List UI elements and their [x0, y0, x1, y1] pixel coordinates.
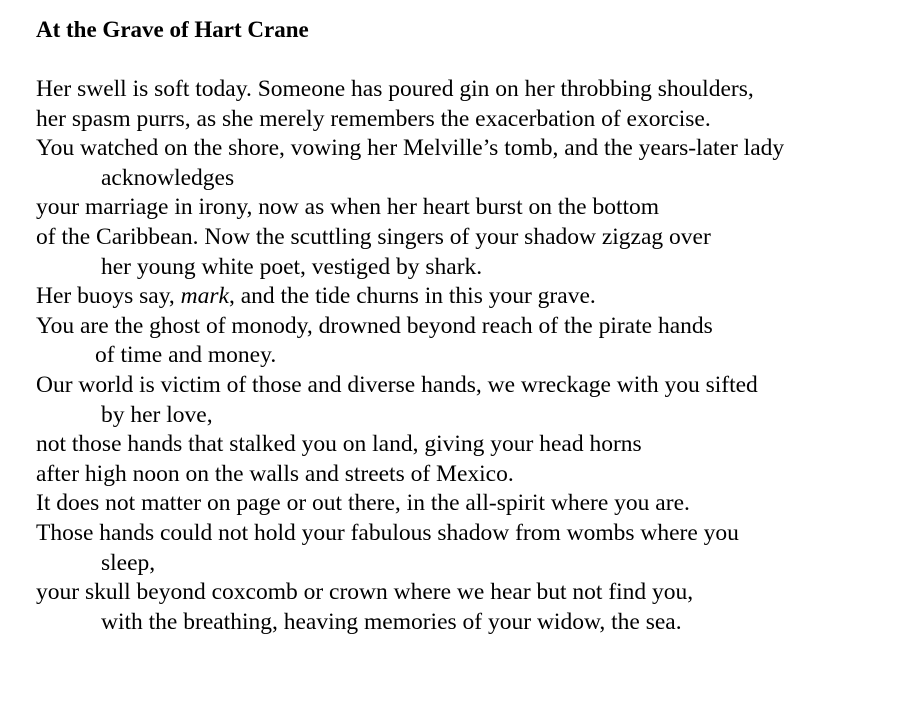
poem-line: not those hands that stalked you on land, giving your head horns [36, 431, 642, 458]
poem-line: It does not matter on page or out there, in the all-spirit where you are. [36, 490, 690, 517]
poem-page [36, 14, 896, 637]
poem-line: of the Caribbean. Now the scuttling singers of your shadow zigzag over [36, 223, 711, 250]
poem-line: after high noon on the walls and streets of Mexico. [36, 460, 514, 487]
poem-line: You watched on the shore, vowing her Melville’s tomb, and the years-later lady [36, 135, 785, 162]
poem-line: your skull beyond coxcomb or crown where we hear but not find you, [36, 579, 694, 606]
poem-line: Her buoys say, mark, and the tide churns in this your grave. [36, 283, 596, 310]
poem-line: Those hands could not hold your fabulous shadow from wombs where you [36, 519, 739, 546]
poem-line-continuation: her young white poet, vestiged by shark. [101, 253, 483, 280]
poem-line: your marriage in irony, now as when her heart burst on the bottom [36, 194, 660, 221]
poem-line: her spasm purrs, as she merely remembers the exacerbation of exorcise. [36, 105, 711, 132]
poem-body [36, 75, 896, 637]
poem-line-continuation: acknowledges [101, 164, 235, 191]
poem-title: At the Grave of Hart Crane [36, 17, 309, 42]
poem-line: Her swell is soft today. Someone has poured gin on her throbbing shoulders, [36, 76, 754, 102]
poem-line-continuation: with the breathing, heaving memories of your widow, the sea. [101, 608, 682, 635]
emphasized-word: mark [180, 283, 229, 310]
poem-line-continuation: by her love, [101, 401, 213, 428]
poem-line: You are the ghost of monody, drowned beyond reach of the pirate hands [36, 312, 713, 339]
poem-line-continuation: sleep, [101, 549, 156, 576]
poem-line: Our world is victim of those and diverse hands, we wreckage with you sifted [36, 371, 758, 398]
poem-line-continuation: of time and money. [95, 342, 277, 369]
